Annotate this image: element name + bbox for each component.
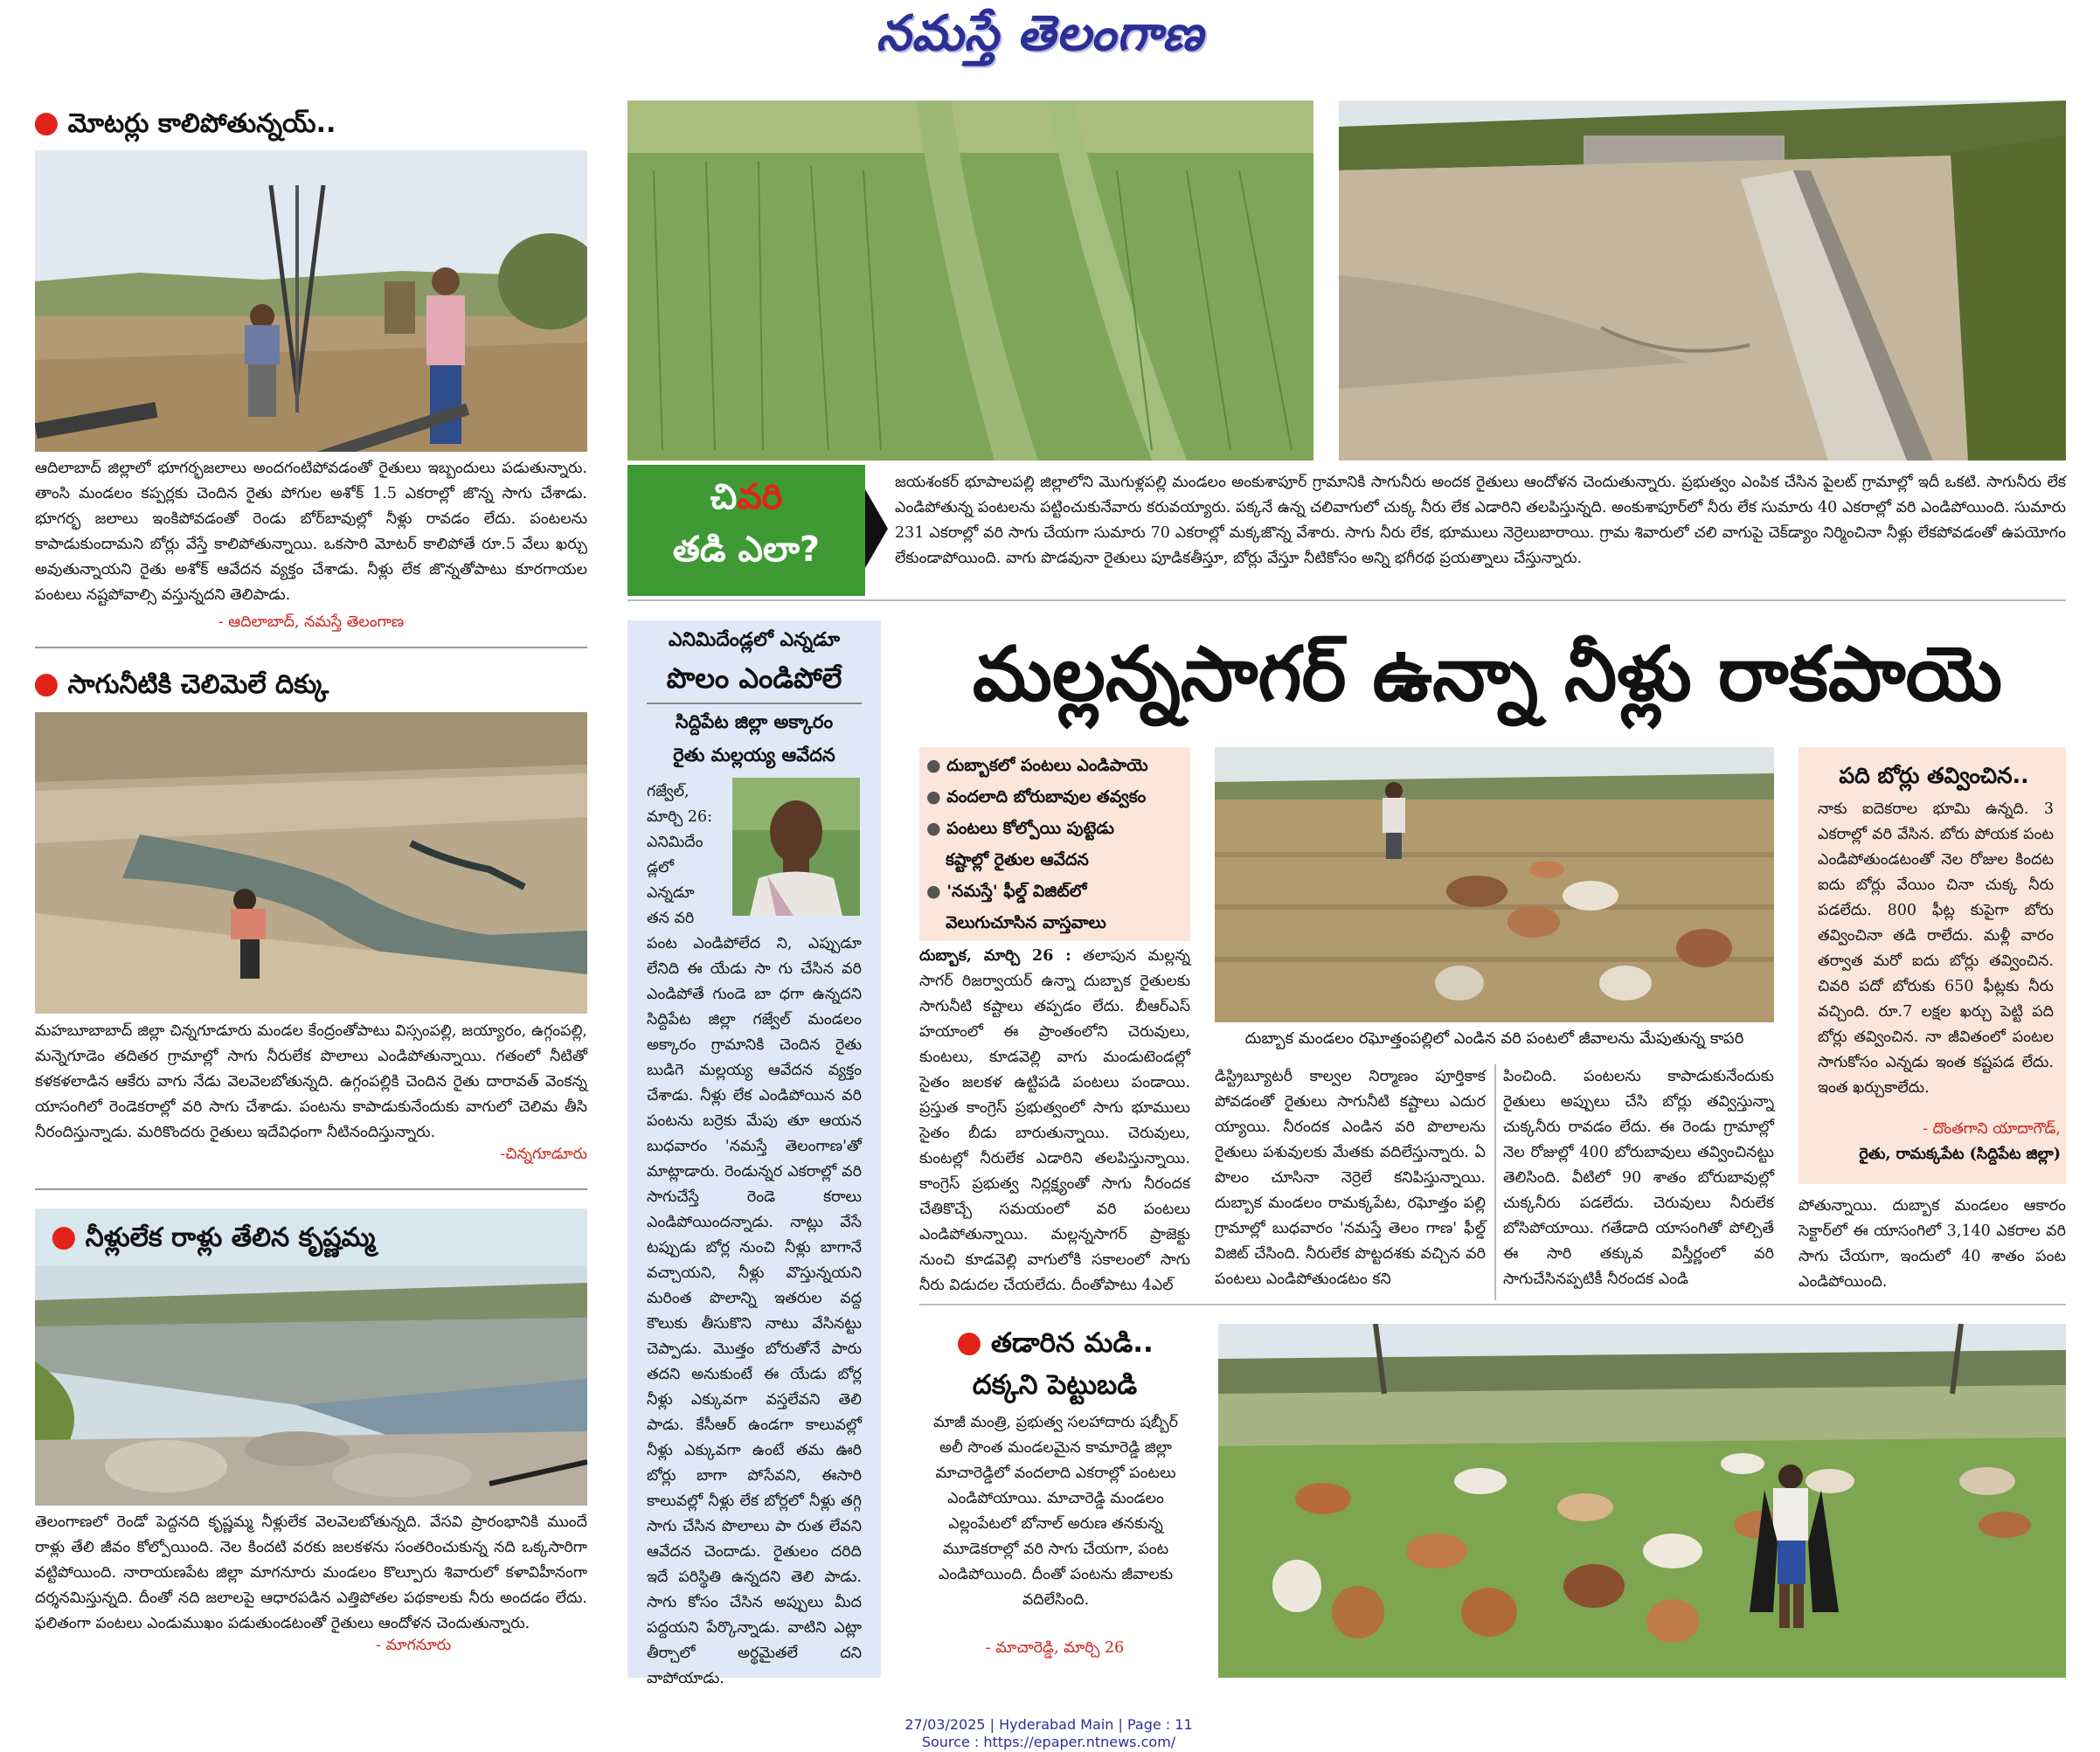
bullet-icon: ● xyxy=(51,1219,77,1254)
main-headline: మల్లన్నసాగర్ ఉన్నా నీళ్లు రాకపాయె xyxy=(972,631,2003,718)
main-body-col1: దుబ్బాక, మార్చి 26 : తలాపున మల్లన్న సాగర్ రిజర్వాయర్ ఉన్నా దుబ్బాక రైతులకు సాగునీటి కష్టాలు తప్పడం లేదు. బీఆర్ఎస్ హయాంలో ఈ ప్రాంతంలోని చెరువులు, కుంటలు, కూడవెల్లి వాగు మండుటెండల్లో సైతం జలకళ ఉట్టిపడి పంటలు పండాయి. ప్రస్తుత కాంగ్రెస్ ప్రభుత్వంలో సాగు భూములు సైతం బీడు బారుతున్నాయి. చెరువులు, కుంటల్లో నీరులేక ఎడారిని తలపిస్తున్నాయి. కాంగ్రెస్ ప్రభుత్వ నిర్లక్ష్యంతో సాగు నీరందక చేతికొచ్చే సమయంలో వరి పంటలు ఎండిపోతున్నాయి. మల్లన్నసాగర్ ప్రాజెక్టు నుంచి కూడవెల్లి వాగులోకి సకాలంలో సాగు నీరు విడుదల చేయలేదు. దీంతోపాటు 4ఎల్ xyxy=(919,947,1190,1294)
highlight-item: ● వందలాది బోరుబావుల తవ్వకం xyxy=(926,787,1147,807)
sheep-flock-photo xyxy=(1218,1324,2066,1678)
bullet-icon: ● xyxy=(33,105,59,140)
borewell-photo xyxy=(35,150,587,452)
story1-credit: - ఆదిలాబాద్, నమస్తే తెలంగాణ xyxy=(218,613,405,631)
banner-caption: జయశంకర్ భూపాలపల్లి జిల్లాలోని మొగుళ్లపల్లి మండలం అంకుశాపూర్ గ్రామానికి సాగునీరు అందక రైతులు ఆందోళన చెందుతున్నారు. ప్రభుత్వం ఎంపిక చేసిన పైలట్ గ్రామాల్లో ఇదీ ఒకటి. సాగునీరు లేక ఎండిపోతున్న పంటలను పట్టించుకునేవారు కరువయ్యారు. పక్కనే ఉన్న చలివాగులో చుక్క నీరు లేక ఎడారిని తలపిస్తున్నది. అంకుశాపూర్‌లో నీరు లేక సుమారు 40 ఎకరాల్లో వరి ఎండిపోయింది. సుమారు 231 ఎకరాల్లో వరి సాగు చేయగా సుమారు 70 ఎకరాల్లో మక్కజొన్న వేశారు. సాగు నీరు లేక, భూములు నెర్రెలుబారాయి. గ్రామ శివారులో చలి వాగుపై చెక్‌డ్యాం నిర్మించినా నీళ్లు లేకపోవడంతో ఉపయోగం లేకుండాపోయింది. వాగు పొడవునా రైతులు పూడికతీస్తూ, బోర్లు వేస్తూ నీటికోసం అన్ని భగీరథ ప్రయత్నాలు చేస్తున్నారు. xyxy=(895,474,2066,567)
check-dam-photo xyxy=(1339,100,2066,461)
divider xyxy=(35,1188,587,1190)
story3-body: తెలంగాణలో రెండో పెద్దనది కృష్ణమ్మ నీళ్లులేక వెలవెలబోతున్నది. వేసవి ప్రారంభానికి ముందే రాళ్లు తేలి జీవం కోల్పోయింది. నెల కిందటి వరకు జలకళను సంతరించుకున్న నది ఒక్కసారిగా వట్టిపోయింది. నారాయణపేట జిల్లా మాగనూరు మండలం కొల్పూరు శివారులో కళావిహీనంగా దర్శనమిస్తున్నది. దీంతో నది జలాలపై ఆధారపడిన ఎత్తిపోతల పథకాలకు నీరు అందడం లేదు. ఫలితంగా పంటలు ఎండుముఖం పడుతుండటంతో రైతులు ఆందోళన చెందుతున్నారు. xyxy=(35,1513,587,1632)
story2-body: మహబూబాబాద్ జిల్లా చిన్నగూడూరు మండల కేంద్రంతోపాటు విస్సంపల్లి, జయ్యారం, ఉగ్గంపల్లి, మన్నెగూడెం తదితర గ్రామాల్లో సాగు నీరులేక పొలాలు ఎండిపోతున్నాయి. గతంలో నీటితో కళకళలాడిన ఆకేరు వాగు నేడు వెలవెలబోతున్నది. ఉగ్గంపల్లికి చెందిన రైతు దారావత్ వెంకన్న యాసంగిలో రెండెకరాల్లో వరి సాగు చేశాడు. పంటను కాపాడుకునేందుకు వాగులో చెలిమ తీసి నీరందిస్తున్నాడు. మరికొందరు రైతులు ఇదేవిధంగా నీటినందిస్తున్నారు. xyxy=(35,1022,587,1141)
farmer-portrait xyxy=(732,778,860,916)
column-divider xyxy=(1494,1064,1496,1300)
quote-credit: - దొంతగాని యాదాగౌడ్, రైతు, రామక్కపేట (సిద్దిపేట జిల్లా) xyxy=(1859,1120,2061,1163)
bottom-title: ● తడారిన మడి.. దక్కని పెట్టుబడి xyxy=(956,1325,1154,1401)
farmer-sub1: సిద్దిపేట జిల్లా అక్కారం xyxy=(675,711,834,732)
farmer-narrow-text: గజ్వేల్, మార్చి 26: ఎనిమిదేం డ్లలో ఎన్నడూ తన వరి xyxy=(647,783,712,927)
bottom-credit: - మాచారెడ్డి, మార్చి 26 xyxy=(985,1639,1125,1657)
grazing-goats-photo xyxy=(1215,747,1774,1022)
banner-line2: తడి ఎలా? xyxy=(672,530,821,570)
banner-line1: చివరి xyxy=(710,477,783,517)
krishna-river-photo xyxy=(35,1265,587,1506)
masthead: నమస్తే తెలంగాణ xyxy=(876,5,1204,62)
quote-body: నాకు ఐదెకరాల భూమి ఉన్నది. 3 ఎకరాల్లో వరి వేసిన. బోరు పోయక పంట ఎండిపోతుండటంతో నెల రోజుల కిందట ఐదు బోర్లు వేయిం చినా చుక్క నీరు పడలేదు. 800 ఫీట్ల కుపైగా బోరు తవ్వించినా తడి రాలేదు. మళ్లీ వారం తర్వాత మరో ఐదు బోర్లు తవ్వించిన. చివరి పదో బోరుకు 650 ఫీట్లకు నీరు వచ్చింది. రూ.7 లక్షల ఖర్చు పెట్టి పది బోర్లు తవ్వించిన. నా జీవితంలో పంటల సాగుకోసం ఎన్నడు ఇంత కష్టపడ లేదు. ఇంత ఖర్చుకాలేదు. xyxy=(1818,800,2054,1097)
paddy-field-photo xyxy=(627,100,1313,461)
highlight-item: వెలుగుచూసిన వాస్తవాలు xyxy=(946,913,1106,932)
highlight-item: ● దుబ్బాకలో పంటలు ఎండిపాయె xyxy=(926,756,1148,775)
story1-body: ఆదిలాబాద్ జిల్లాలో భూగర్భజలాలు అందగంటిపోవడంతో రైతులు ఇబ్బందులు పడుతున్నారు. తాంసి మండలం కప్పర్లకు చెందిన రైతు పోగుల అశోక్ 1.5 ఎకరాల్లో జొన్న సాగు చేశాడు. భూగర్భ జలాలు ఇంకిపోవడంతో రెండు బోర్‌బావుల్లో నీళ్లు రావడం లేదు. పంటలను కాపాడుకుందామని బోర్లు వేస్తే కాలిపోతున్నాయి. ఒకసారి మోటర్ కాలిపోతే రూ.5 వేలు ఖర్చు అవుతున్నాయని రైతు అశోక్ ఆవేదన వ్యక్తం చేశాడు. నీళ్లు లేక జొన్నతోపాటు కూరగాయల పంటలు నష్టపోవాల్సి వస్తున్నదని తెలిపాడు. xyxy=(35,460,587,604)
story2-title: ● సాగునీటికి చెలిమెలే దిక్కు xyxy=(33,666,329,701)
story1-title: ● మోటర్లు కాలిపోతున్నయ్.. xyxy=(33,105,336,140)
main-body-col4: పోతున్నాయి. దుబ్బాక మండలం ఆకారం సెక్టార్‌లో ఈ యాసంగిలో 3,140 ఎకరాల వరి సాగు చేయగా, ఇందులో 40 శాతం పంట ఎండిపోయింది. xyxy=(1799,1197,2066,1291)
farmer-kicker: ఎనిమిదేండ్లలో ఎన్నడూ xyxy=(668,629,841,651)
main-body-col3: పించింది. పంటలను కాపాడుకునేందుకు రైతులు అప్పులు చేసి బోర్లు తవ్విస్తున్నా చుక్కనీరు రావడం లేదు. ఈ రెండు గ్రామాల్లో నెల రోజుల్లో 400 బోరుబావులు తవ్వించినట్టు తెలిసింది. వీటిలో 90 శాతం బోరుబావుల్లో చుక్కనీరు పడలేదు. చెరువులు నీరులేక బోసిపోయాయి. గతేడాది యాసంగితో పోల్చితే ఈ సారి తక్కువ విస్తీర్ణంలో వరి సాగుచేసినప్పటికీ నీరందక ఎండి xyxy=(1503,1068,1774,1288)
farmer-sub2: రైతు మల్లయ్య ఆవేదన xyxy=(673,744,835,765)
farmer-title: పొలం ఎండిపోలే xyxy=(666,661,842,695)
footer-info: 27/03/2025 | Hyderabad Main | Page : 11 xyxy=(904,1716,1193,1733)
farmer-body: పంట ఎండిపోలేద ని, ఎప్పుడూ లేనిది ఈ యేడు సా గు చేసిన వరి ఎండిపోతే గుండె బా ధగా ఉన్నదని సిద్దిపేట జిల్లా గజ్వేల్ మండలం అక్కారం గ్రామానికి చెందిన రైతు బుడిగె మల్లయ్య ఆవేదన వ్యక్తం చేశాడు. నీళ్లు లేక ఎండిపోయిన వరి పంటను బర్రెకు మేపు తూ ఆయన బుధవారం 'నమస్తే తెలంగాణ'తో మాట్లాడారు. రెండున్నర ఎకరాల్లో వరి సాగుచేస్తే రెండె కరాలు ఎండిపోయిందన్నాడు. నాట్లు వేసే టప్పుడు బోర్ల నుంచి నీళ్లు బాగానే వచ్చాయని, నీళ్లు వొస్తున్నయని మరింత పొలాన్ని ఇతరుల వద్ద కౌలుకు తీసుకొని నాటు వేసినట్టు చెప్పాడు. మొత్తం బోరుతోనే పారు తదని అనుకుంటే ఈ యేడు బోర్ల నీళ్లు ఎక్కువగా వస్తలేవని తెలి పాడు. కేసీఆర్ ఉండగా కాలువల్లో నీళ్లు ఎక్కువగా ఉంటే తమ ఊరి బోర్లు బాగా పోసేవని, ఈసారి కాలువల్లో నీళ్లు లేక బోర్లలో నీళ్లు తగ్గి సాగు చేసిన పొలాలు పా రుత లేవని ఆవేదన చెందాడు. రైతులం దరిది ఇదే పరిస్థితి ఉన్నదని తెలి పాడు. సాగు కోసం చేసిన అప్పులు మీద పద్దయని పేర్కొన్నాడు. వాటిని ఎట్లా తీర్చాలో అర్థమైతలే దని వాపోయాడు. xyxy=(647,935,862,1687)
story3-credit: - మాగనూరు xyxy=(376,1637,452,1654)
bottom-body: మాజీ మంత్రి, ప్రభుత్వ సలహాదారు షబ్బీర్ అలీ సొంత మండలమైన కామారెడ్డి జిల్లా మాచారెడ్డిలో వందలాది ఎకరాల్లో పంటలు ఎండిపోయాయి. మాచారెడ్డి మండలం ఎల్లంపేటలో బోనాల్ అరుణ తనకున్న మూడెకరాల్లో వరి సాగు చేయగా, పంట ఎండిపోయింది. దీంతో పంటను జీవాలకు వదిలేసింది. xyxy=(933,1414,1178,1609)
divider xyxy=(919,1304,2066,1305)
divider xyxy=(647,703,862,704)
bullet-icon: ● xyxy=(33,666,59,701)
bullet-icon: ● xyxy=(956,1325,982,1360)
highlight-item: ● 'నమస్తే' ఫీల్డ్ విజిట్‌లో xyxy=(926,882,1087,901)
dry-stream-photo xyxy=(35,712,587,1014)
footer-source: Source : https://epaper.ntnews.com/ xyxy=(921,1734,1176,1750)
photo-caption: దుబ్బాక మండలం రఘోత్తంపల్లిలో ఎండిన వరి పంటలో జీవాలను మేపుతున్న కాపరి xyxy=(1244,1029,1744,1048)
story3-title: ● నీళ్లులేక రాళ్లు తేలిన కృష్ణమ్మ xyxy=(51,1219,376,1254)
quote-title: పది బోర్లు తవ్వించిన.. xyxy=(1839,763,2029,788)
highlight-item: ● పంటలు కోల్పోయి పుట్టెడు xyxy=(926,819,1114,838)
highlight-item: కష్టాల్లో రైతుల ఆవేదన xyxy=(946,850,1089,869)
story2-credit: -చిన్నగూడూరు xyxy=(500,1146,587,1163)
main-body-col2: డిస్ట్రిబ్యూటరీ కాల్వల నిర్మాణం పూర్తికాక పోవడంతో రైతులు సాగునీటి కష్టాలు ఎదుర య్యాయి. నీరందక ఎండిన వరి పొలాలను రైతులు పశువులకు మేతకు వదిలేస్తున్నారు. ఏ పొలం చూసినా నెర్రెలే కనిపిస్తున్నాయి. దుబ్బాక మండలం రామక్కపేట, రఘోత్తం పల్లి గ్రామాల్లో బుధవారం 'నమస్తే తెలం గాణ' ఫీల్డ్ విజిట్ చేసింది. నీరులేక పొట్టదశకు వచ్చిన వరి పంటలు ఎండిపోతుండటం కని xyxy=(1215,1068,1486,1288)
divider xyxy=(627,599,2066,601)
banner-arrow xyxy=(865,489,888,568)
highlights-list xyxy=(926,750,1189,938)
divider xyxy=(35,647,587,648)
